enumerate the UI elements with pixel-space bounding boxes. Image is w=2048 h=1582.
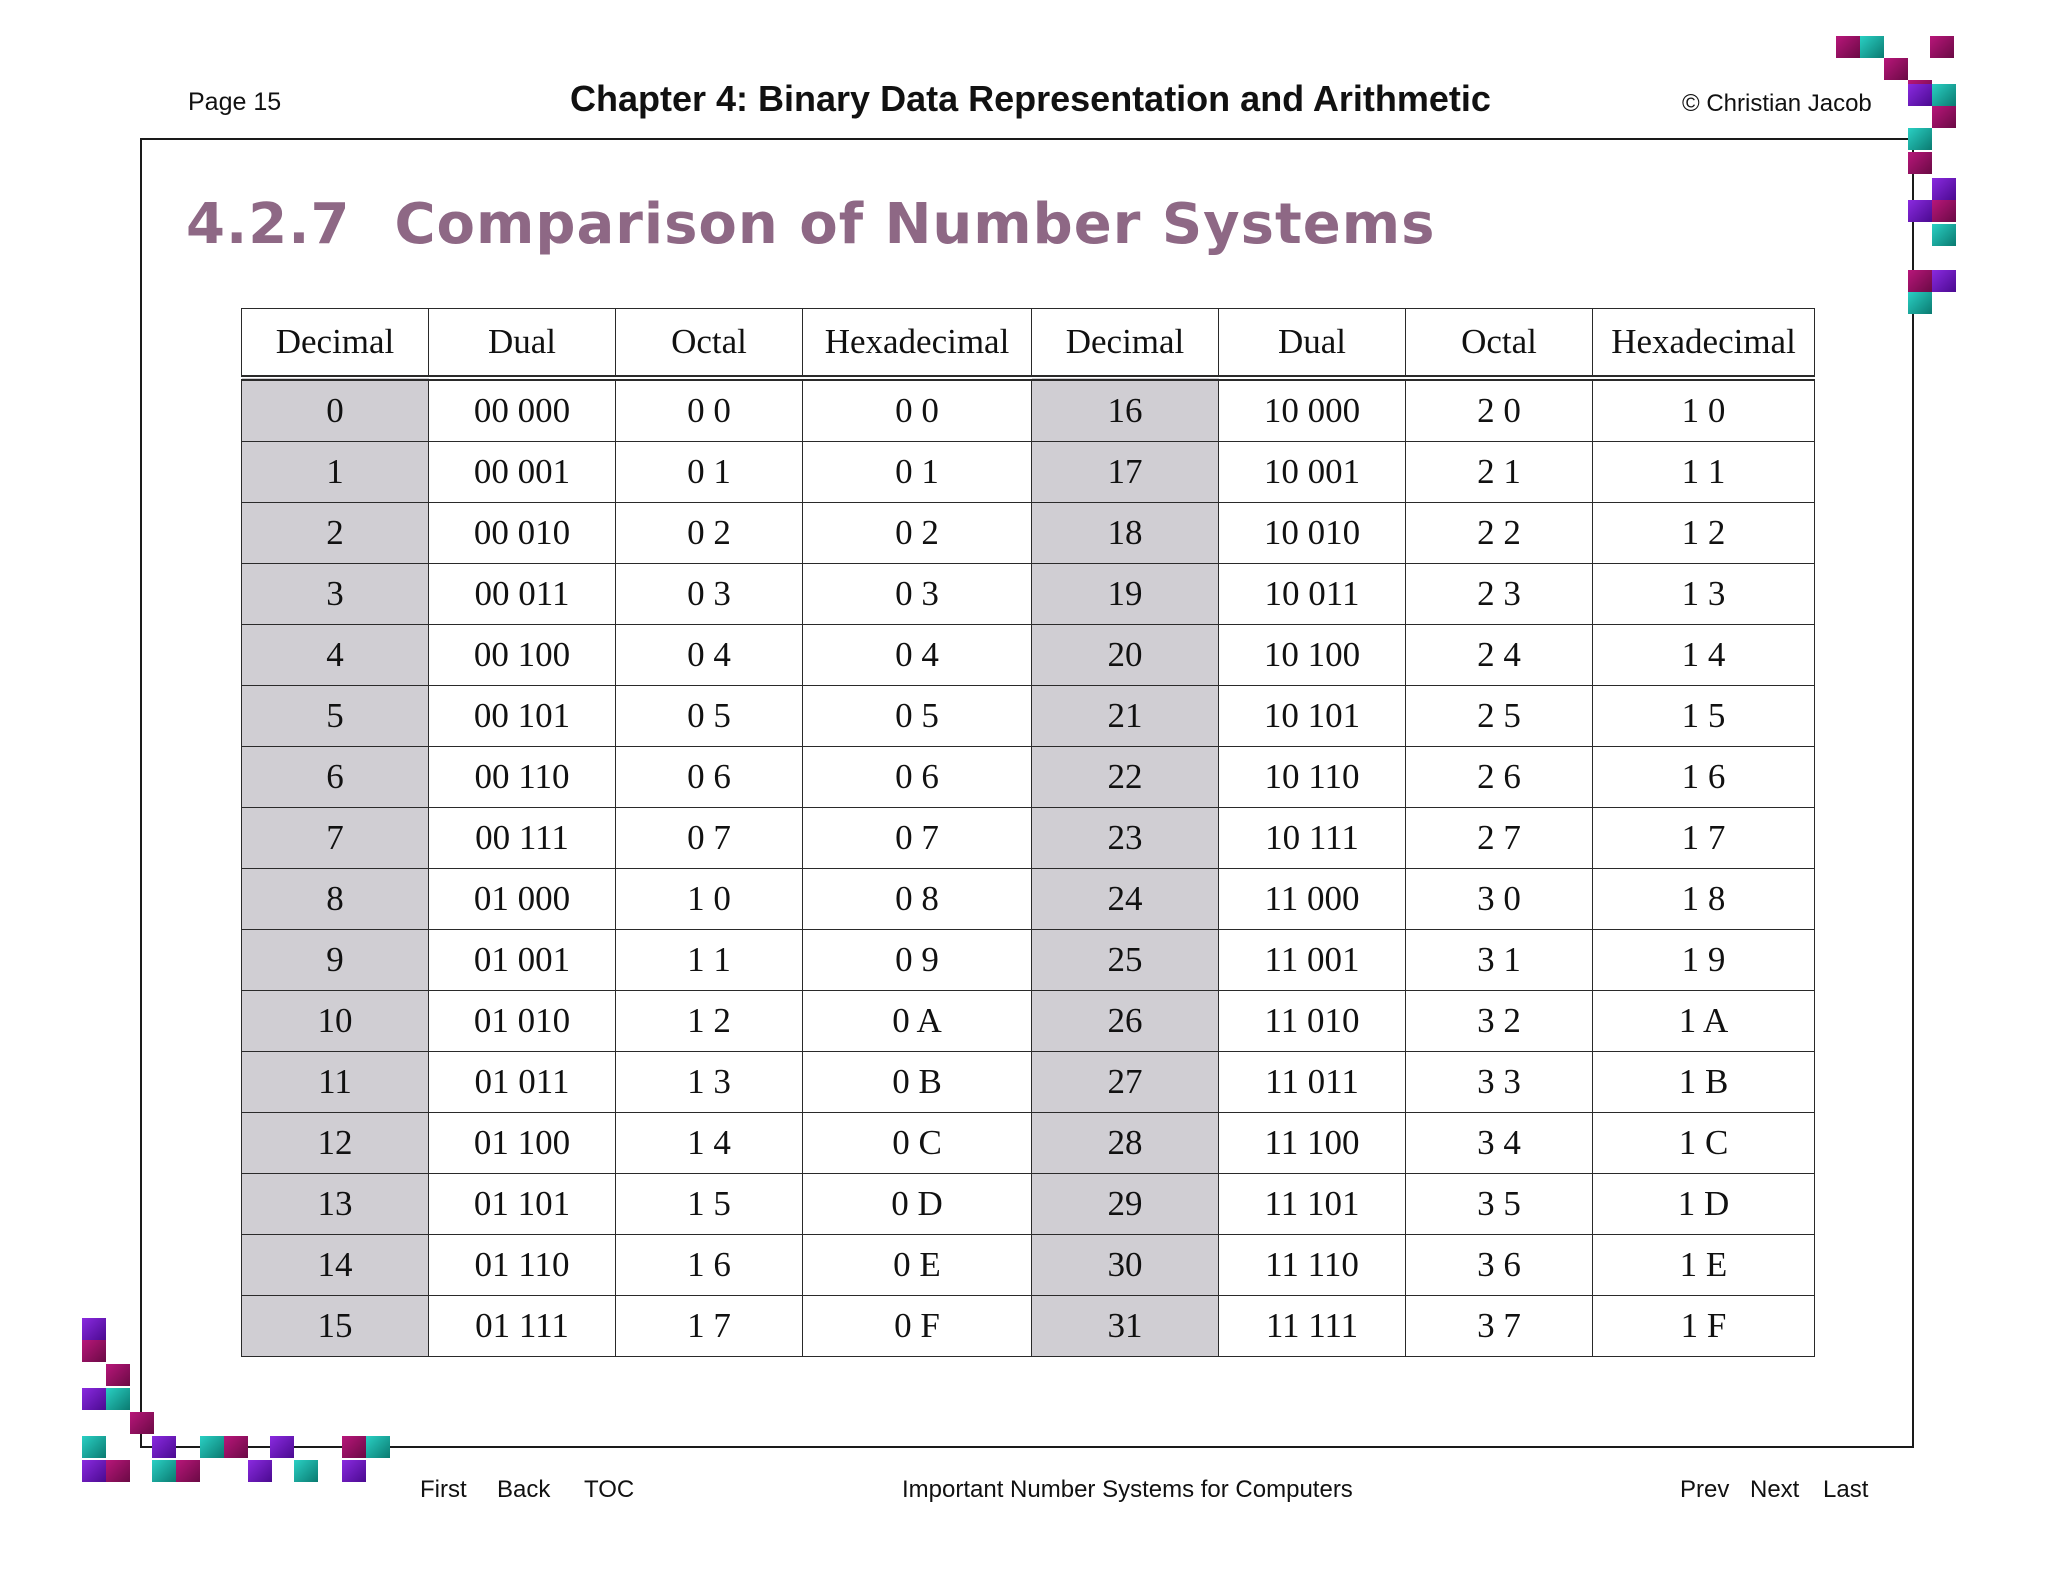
table-row	[242, 1296, 1815, 1357]
table-cell: 00 010	[429, 503, 616, 564]
number-systems-table-container	[241, 308, 1815, 1357]
decor-square	[1932, 178, 1956, 200]
page-number: Page 15	[188, 88, 282, 116]
decor-square	[130, 1412, 154, 1434]
decor-square	[106, 1460, 130, 1482]
decor-square	[1908, 84, 1932, 106]
table-cell: 6	[242, 747, 429, 808]
decor-square	[1884, 58, 1908, 80]
table-cell: 0	[242, 378, 429, 442]
table-cell: 14	[242, 1235, 429, 1296]
table-cell: 0 6	[803, 747, 1032, 808]
table-cell: 13	[242, 1174, 429, 1235]
table-cell: 1 7	[1593, 808, 1815, 869]
table-cell: 01 011	[429, 1052, 616, 1113]
decor-square	[1930, 36, 1954, 58]
table-cell: 28	[1032, 1113, 1219, 1174]
table-cell: 01 101	[429, 1174, 616, 1235]
table-cell: 0 3	[803, 564, 1032, 625]
column-header: Hexadecimal	[1593, 309, 1815, 379]
table-row	[242, 378, 1815, 442]
table-cell: 1 2	[1593, 503, 1815, 564]
table-cell: 4	[242, 625, 429, 686]
table-cell: 0 C	[803, 1113, 1032, 1174]
table-cell: 10 011	[1219, 564, 1406, 625]
table-cell: 00 100	[429, 625, 616, 686]
table-cell: 1 1	[616, 930, 803, 991]
table-cell: 11 100	[1219, 1113, 1406, 1174]
decor-square	[106, 1388, 130, 1410]
table-cell: 0 9	[803, 930, 1032, 991]
table-cell: 27	[1032, 1052, 1219, 1113]
section-title: Comparison of Number Systems	[394, 192, 1436, 257]
decor-square	[200, 1436, 224, 1458]
number-systems-table	[241, 308, 1815, 1357]
nav-prev-link[interactable]: Prev	[1680, 1476, 1730, 1503]
table-cell: 19	[1032, 564, 1219, 625]
decor-square	[82, 1318, 106, 1340]
decor-square	[1908, 292, 1932, 314]
table-cell: 11	[242, 1052, 429, 1113]
table-cell: 1 4	[616, 1113, 803, 1174]
decor-square	[82, 1460, 106, 1482]
table-cell: 1 D	[1593, 1174, 1815, 1235]
table-cell: 17	[1032, 442, 1219, 503]
table-cell: 0 6	[616, 747, 803, 808]
table-cell: 3 0	[1406, 869, 1593, 930]
table-cell: 16	[1032, 378, 1219, 442]
table-cell: 3 2	[1406, 991, 1593, 1052]
table-cell: 1	[242, 442, 429, 503]
decor-square	[342, 1460, 366, 1482]
table-cell: 11 001	[1219, 930, 1406, 991]
table-cell: 22	[1032, 747, 1219, 808]
table-cell: 0 2	[616, 503, 803, 564]
table-cell: 10 000	[1219, 378, 1406, 442]
decor-square	[1932, 200, 1956, 222]
column-header: Hexadecimal	[803, 309, 1032, 379]
table-cell: 01 100	[429, 1113, 616, 1174]
decor-square	[366, 1436, 390, 1458]
decor-square	[1908, 128, 1932, 150]
table-cell: 2 6	[1406, 747, 1593, 808]
decor-square	[1932, 224, 1956, 246]
table-cell: 0 A	[803, 991, 1032, 1052]
table-cell: 2 4	[1406, 625, 1593, 686]
nav-next-link[interactable]: Next	[1750, 1476, 1800, 1503]
nav-last-link[interactable]: Last	[1823, 1476, 1869, 1503]
table-row	[242, 747, 1815, 808]
decor-square	[82, 1340, 106, 1362]
table-cell: 24	[1032, 869, 1219, 930]
table-cell: 11 101	[1219, 1174, 1406, 1235]
table-row	[242, 1113, 1815, 1174]
table-cell: 29	[1032, 1174, 1219, 1235]
decor-square	[152, 1460, 176, 1482]
table-cell: 11 111	[1219, 1296, 1406, 1357]
decor-square	[176, 1460, 200, 1482]
table-row	[242, 808, 1815, 869]
table-row	[242, 1235, 1815, 1296]
decor-square	[1932, 270, 1956, 292]
decor-square	[106, 1364, 130, 1386]
table-cell: 0 0	[803, 378, 1032, 442]
table-row	[242, 930, 1815, 991]
table-cell: 0 4	[803, 625, 1032, 686]
decor-square	[1932, 106, 1956, 128]
copyright: © Christian Jacob	[1682, 90, 1872, 117]
table-row	[242, 869, 1815, 930]
decor-square	[248, 1460, 272, 1482]
table-cell: 1 5	[616, 1174, 803, 1235]
table-cell: 10 010	[1219, 503, 1406, 564]
decor-square	[270, 1436, 294, 1458]
table-cell: 0 1	[616, 442, 803, 503]
table-cell: 00 011	[429, 564, 616, 625]
table-cell: 0 8	[803, 869, 1032, 930]
table-cell: 1 E	[1593, 1235, 1815, 1296]
table-cell: 3 1	[1406, 930, 1593, 991]
decor-square	[1860, 36, 1884, 58]
decor-square	[1932, 84, 1956, 106]
table-cell: 2 2	[1406, 503, 1593, 564]
table-cell: 11 010	[1219, 991, 1406, 1052]
table-cell: 1 5	[1593, 686, 1815, 747]
decor-square	[342, 1436, 366, 1458]
table-cell: 3	[242, 564, 429, 625]
table-cell: 1 9	[1593, 930, 1815, 991]
table-header-row	[242, 309, 1815, 379]
table-cell: 1 0	[616, 869, 803, 930]
table-cell: 11 000	[1219, 869, 1406, 930]
table-cell: 31	[1032, 1296, 1219, 1357]
table-cell: 1 C	[1593, 1113, 1815, 1174]
table-cell: 1 6	[616, 1235, 803, 1296]
column-header: Octal	[1406, 309, 1593, 379]
table-cell: 26	[1032, 991, 1219, 1052]
table-cell: 0 5	[616, 686, 803, 747]
decor-square	[82, 1436, 106, 1458]
column-header: Dual	[1219, 309, 1406, 379]
nav-first-link[interactable]: First	[420, 1476, 467, 1503]
table-cell: 20	[1032, 625, 1219, 686]
table-cell: 10 100	[1219, 625, 1406, 686]
table-cell: 3 7	[1406, 1296, 1593, 1357]
table-cell: 1 F	[1593, 1296, 1815, 1357]
table-cell: 0 F	[803, 1296, 1032, 1357]
table-row	[242, 503, 1815, 564]
table-cell: 15	[242, 1296, 429, 1357]
table-row	[242, 686, 1815, 747]
table-cell: 0 5	[803, 686, 1032, 747]
table-cell: 1 6	[1593, 747, 1815, 808]
decor-square	[1908, 152, 1932, 174]
table-cell: 01 110	[429, 1235, 616, 1296]
table-cell: 3 3	[1406, 1052, 1593, 1113]
table-cell: 1 2	[616, 991, 803, 1052]
table-cell: 2 1	[1406, 442, 1593, 503]
column-header: Dual	[429, 309, 616, 379]
decor-square	[1908, 200, 1932, 222]
footer-title: Important Number Systems for Computers	[902, 1476, 1353, 1503]
table-cell: 0 E	[803, 1235, 1032, 1296]
table-row	[242, 564, 1815, 625]
table-cell: 3 6	[1406, 1235, 1593, 1296]
column-header: Decimal	[242, 309, 429, 379]
table-cell: 3 5	[1406, 1174, 1593, 1235]
table-body	[242, 378, 1815, 1357]
table-cell: 0 7	[803, 808, 1032, 869]
table-cell: 0 3	[616, 564, 803, 625]
table-cell: 11 011	[1219, 1052, 1406, 1113]
table-cell: 2 0	[1406, 378, 1593, 442]
table-cell: 10	[242, 991, 429, 1052]
table-cell: 00 000	[429, 378, 616, 442]
table-cell: 2 7	[1406, 808, 1593, 869]
decor-square	[1908, 270, 1932, 292]
decor-square	[224, 1436, 248, 1458]
table-cell: 9	[242, 930, 429, 991]
table-cell: 1 3	[616, 1052, 803, 1113]
table-cell: 10 001	[1219, 442, 1406, 503]
column-header: Decimal	[1032, 309, 1219, 379]
table-cell: 12	[242, 1113, 429, 1174]
table-row	[242, 442, 1815, 503]
table-cell: 01 001	[429, 930, 616, 991]
table-cell: 1 8	[1593, 869, 1815, 930]
table-row	[242, 625, 1815, 686]
table-cell: 18	[1032, 503, 1219, 564]
table-cell: 1 A	[1593, 991, 1815, 1052]
nav-back-link[interactable]: Back	[497, 1476, 551, 1503]
table-cell: 00 101	[429, 686, 616, 747]
table-cell: 2	[242, 503, 429, 564]
table-cell: 0 7	[616, 808, 803, 869]
table-cell: 1 3	[1593, 564, 1815, 625]
table-cell: 23	[1032, 808, 1219, 869]
table-cell: 0 4	[616, 625, 803, 686]
table-cell: 7	[242, 808, 429, 869]
table-cell: 0 1	[803, 442, 1032, 503]
table-cell: 01 000	[429, 869, 616, 930]
table-cell: 11 110	[1219, 1235, 1406, 1296]
table-cell: 01 111	[429, 1296, 616, 1357]
table-row	[242, 1052, 1815, 1113]
table-cell: 1 7	[616, 1296, 803, 1357]
table-cell: 0 D	[803, 1174, 1032, 1235]
table-cell: 3 4	[1406, 1113, 1593, 1174]
section-heading	[186, 192, 1435, 257]
table-cell: 25	[1032, 930, 1219, 991]
decor-square	[82, 1388, 106, 1410]
table-cell: 00 111	[429, 808, 616, 869]
table-cell: 2 3	[1406, 564, 1593, 625]
table-cell: 1 1	[1593, 442, 1815, 503]
table-cell: 01 010	[429, 991, 616, 1052]
table-cell: 1 B	[1593, 1052, 1815, 1113]
decor-square	[1836, 36, 1860, 58]
table-cell: 8	[242, 869, 429, 930]
table-cell: 0 2	[803, 503, 1032, 564]
table-cell: 00 110	[429, 747, 616, 808]
section-number: 4.2.7	[186, 192, 351, 257]
table-cell: 0 0	[616, 378, 803, 442]
table-cell: 1 0	[1593, 378, 1815, 442]
table-cell: 2 5	[1406, 686, 1593, 747]
table-cell: 5	[242, 686, 429, 747]
chapter-title: Chapter 4: Binary Data Representation and Arithmetic	[570, 78, 1491, 119]
table-cell: 0 B	[803, 1052, 1032, 1113]
table-cell: 10 110	[1219, 747, 1406, 808]
table-cell: 00 001	[429, 442, 616, 503]
table-row	[242, 991, 1815, 1052]
table-cell: 30	[1032, 1235, 1219, 1296]
table-row	[242, 1174, 1815, 1235]
nav-toc-link[interactable]: TOC	[584, 1476, 635, 1503]
column-header: Octal	[616, 309, 803, 379]
decor-square	[294, 1460, 318, 1482]
table-cell: 10 101	[1219, 686, 1406, 747]
table-cell: 10 111	[1219, 808, 1406, 869]
table-cell: 1 4	[1593, 625, 1815, 686]
decor-square	[152, 1436, 176, 1458]
table-cell: 21	[1032, 686, 1219, 747]
